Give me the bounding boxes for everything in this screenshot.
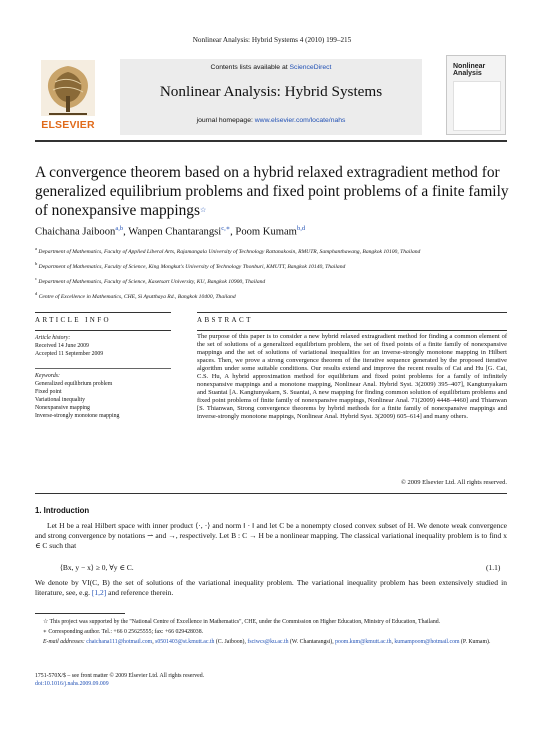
article-history <box>35 334 171 358</box>
affiliation-text: Department of Mathematics, Faculty of Science, Kasetsart University, KU, Bangkok 10900, Thailand <box>38 278 266 285</box>
cover-image <box>453 81 501 131</box>
cover-title <box>453 63 485 77</box>
article-title-text: A convergence theorem based on a hybrid relaxed extragradient method for generalized equilibrium problems and fixed point problems of a finite family of nonexpansive mappings <box>35 164 509 219</box>
keyword-item: Generalized equilibrium problem <box>35 381 113 387</box>
affiliation-mark: b <box>35 261 38 267</box>
cover-title-line2: Analysis <box>453 70 482 77</box>
journal-title: Nonlinear Analysis: Hybrid Systems <box>159 83 383 100</box>
keyword-item: Variational inequality <box>35 397 86 403</box>
footnote-text: This project was supported by the "National Centre of Excellence in Mathematics", CHE, under the Commission on Higher Education, Ministry of Education, Thailand. <box>49 619 441 625</box>
footnote-corresponding <box>35 628 507 636</box>
paragraph-text: We denote by VI(C, B) the set of solutions of the variational inequality problem. The variational inequality problem has been extensively studied in literature, see, e.g. <box>35 578 507 598</box>
footnotes <box>35 618 507 648</box>
email-separator: (W. Chantarangsi), <box>288 639 336 646</box>
equation-number: (1.1) <box>486 563 501 572</box>
elsevier-wordmark: ELSEVIER <box>41 119 95 131</box>
footnote-funding <box>35 618 507 626</box>
elsevier-logo <box>35 58 101 136</box>
email-separator: (P. Kumam). <box>459 639 491 646</box>
article-info-heading: ARTICLE INFO <box>35 316 112 324</box>
abstract-heading: ABSTRACT <box>197 316 253 324</box>
author-affil-mark[interactable]: a,b <box>115 225 124 232</box>
info-heading-rule <box>35 330 171 331</box>
email-link[interactable]: chaichana111@hotmail.com <box>86 639 153 646</box>
author-name: Chaichana Jaiboon <box>35 226 116 238</box>
affiliation-item <box>35 260 510 272</box>
equation: ⟨Bx, y − x⟩ ≥ 0, ∀y ∈ C. <box>60 563 134 572</box>
keyword-item: Nonexpansive mapping <box>35 405 90 411</box>
affiliation-item <box>35 275 510 287</box>
abstract-top-rule <box>197 312 507 313</box>
email-label: E-mail addresses: <box>43 639 85 646</box>
affiliation-mark: a <box>35 246 37 251</box>
title-footnote-mark[interactable]: ☆ <box>200 206 207 214</box>
email-link[interactable]: kumampoom@hotmail.com <box>394 639 460 646</box>
history-label: Article history: <box>35 335 71 341</box>
footnote-mark: ☆ <box>43 619 49 625</box>
cover-title-line1: Nonlinear <box>453 63 486 70</box>
abstract-end-rule <box>35 493 507 494</box>
citation-link[interactable]: [1,2] <box>91 588 107 598</box>
author-separator: , <box>123 226 129 238</box>
footnote-emails <box>35 638 507 646</box>
issn-block <box>35 672 204 688</box>
intro-paragraph: Let H be a real Hilbert space with inner product ⟨·, ·⟩ and norm ‖ · ‖ and let C be a nonempty closed convex subset of H. We denote weak convergence and strong convergence by notations ⇀ and →, respectively. Let B : C → H be a nonlinear mapping. The classical variational inequality problem is to find x ∈ C such that <box>35 521 507 551</box>
affiliation-text: Centre of Excellence in Mathematics, CHE, Si Ayutthaya Rd., Bangkok 10400, Thailand <box>38 294 236 300</box>
received-date: Received 14 June 2009 <box>35 343 89 349</box>
keyword-item: Inverse-strongly monotone mapping <box>35 413 120 419</box>
keywords-label: Keywords: <box>35 373 60 379</box>
email-separator: (C. Jaiboon), <box>214 639 248 646</box>
affiliation-item <box>35 290 510 302</box>
accepted-date: Accepted 11 September 2009 <box>35 351 104 357</box>
footnote-text: Corresponding author. Tel.: +66 0 25625555; fax: +66 029428038. <box>48 629 204 636</box>
footnote-rule <box>35 613 125 614</box>
article-title <box>35 163 510 220</box>
running-head: Nonlinear Analysis: Hybrid Systems 4 (2010) 199–215 <box>192 36 352 44</box>
copyright-line: © 2009 Elsevier Ltd. All rights reserved. <box>400 479 507 486</box>
abstract-heading-rule <box>197 330 507 331</box>
journal-cover <box>446 55 506 135</box>
author-list <box>35 224 510 238</box>
affiliation-text: Department of Mathematics, Faculty of Applied Liberal Arts, Rajamangala University of Technology Rattanakosin, RMUTR, Samphanthawang, Bangkok 10100, Thailand <box>38 248 421 255</box>
abstract-text: The purpose of this paper is to consider a new hybrid relaxed extragradient method for finding a common element of the set of solutions of a generalized equilibrium problem, the set of fixed points of a finite family of nonexpansive mappings and the set of solutions of variational inequalities for an inverse-strongly monotone mapping in Hilbert spaces. Then, we prove a strong convergence theorem of the iterative sequence generated by the proposed iterative algorithm under some suitable conditions. Our results extend and improve the recent results of Cai and Hu [G. Cai, C.S. Hu, A hybrid approximation method for equilibrium and fixed point problems for a family of infinitely nonexpansive mappings and a monotone mapping, Nonlinear Anal. Hybrid Syst. 3(2009) 395–407], Kangtunyakarn and Suantai [A. Kangtunyakarn, S. Suantai, A new mapping for finding common solution of equilibrium problems and fixed point problems of finite family of nonexpansive mappings, Nonlinear Anal. 71(2009) 4448–4460] and Thianwan [S. Thianwan, Strong convergence theorems by hybrid methods for a finite family of nonexpansive mappings and inverse-strongly monotone mappings, Nonlinear Anal. Hybrid Syst. 3(2009) 605–614] and many others. <box>197 333 507 421</box>
author-affil-mark[interactable]: c,∗ <box>221 225 231 232</box>
intro-paragraph <box>35 578 507 598</box>
doi-link[interactable]: doi:10.1016/j.nahs.2009.09.009 <box>35 681 109 688</box>
affiliation-mark: c <box>35 276 37 282</box>
issn-line: 1751-570X/$ – see front matter © 2009 Elsevier Ltd. All rights reserved. <box>35 673 205 679</box>
homepage-link[interactable]: www.elsevier.com/locate/nahs <box>254 117 346 124</box>
author-affil-mark[interactable]: b,d <box>296 225 306 232</box>
footnote-mark: ∗ <box>43 629 47 636</box>
keywords-rule <box>35 368 171 369</box>
email-separator: , <box>391 639 395 646</box>
email-link[interactable]: fsciwcs@ku.ac.th <box>247 639 289 646</box>
sciencedirect-link[interactable]: ScienceDirect <box>289 64 332 71</box>
homepage-prefix: journal homepage: <box>196 117 255 124</box>
contents-line <box>120 64 422 71</box>
author-name: Poom Kumam <box>235 226 297 238</box>
affiliations <box>35 245 510 305</box>
header-rule <box>35 140 507 142</box>
affiliation-mark: d <box>35 291 38 297</box>
affiliation-item <box>35 245 510 257</box>
author-name: Wanpen Chantarangsi <box>128 226 222 238</box>
author-separator: , <box>230 226 236 238</box>
journal-homepage <box>120 117 422 124</box>
section-heading: 1. Introduction <box>35 506 90 515</box>
affiliation-text: Department of Mathematics, Faculty of Science, King Mongkut's University of Technology Thonburi, KMUTT, Bangkok 10140, Thailand <box>38 263 346 270</box>
keyword-item: Fixed point <box>35 389 62 395</box>
contents-prefix: Contents lists available at <box>210 64 290 71</box>
paragraph-text: and reference therein. <box>106 588 174 598</box>
email-link[interactable]: s0501403@st.kmutt.ac.th <box>155 639 215 646</box>
email-link[interactable]: poom.kum@kmutt.ac.th <box>335 639 392 646</box>
info-top-rule <box>35 312 171 313</box>
keywords <box>35 372 171 420</box>
email-separator: , <box>152 639 156 646</box>
